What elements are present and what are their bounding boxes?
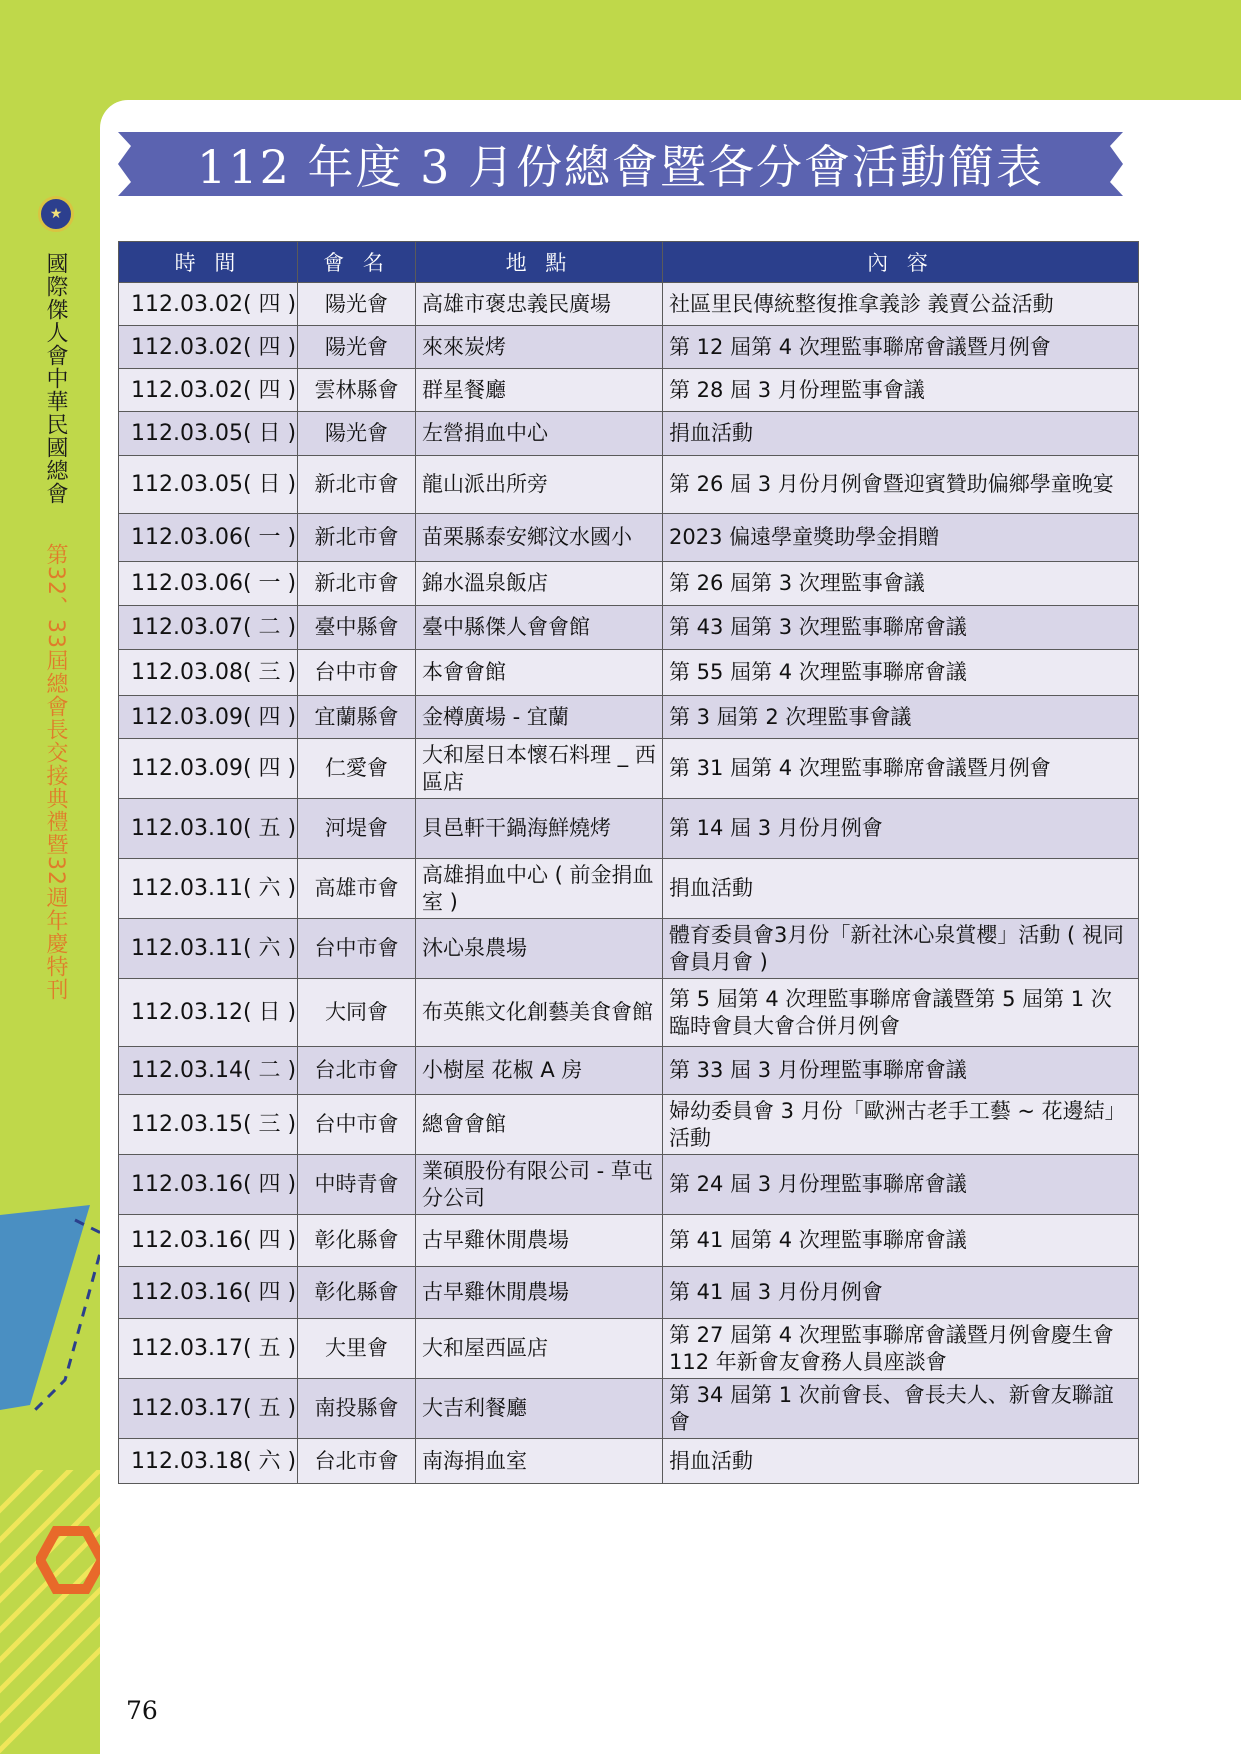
cell-club: 台中市會 [298,919,416,979]
cell-content: 第 55 屆第 4 次理監事聯席會議 [663,650,1139,696]
cell-club: 大同會 [298,979,416,1047]
cell-club: 雲林縣會 [298,369,416,412]
cell-date: 112.03.02( 四 ) [119,369,298,412]
cell-place: 本會會館 [416,650,663,696]
cell-place: 群星餐廳 [416,369,663,412]
cell-place: 布英熊文化創藝美食會館 [416,979,663,1047]
cell-content: 第 12 屆第 4 次理監事聯席會議暨月例會 [663,326,1139,369]
cell-content: 婦幼委員會 3 月份「歐洲古老手工藝 ~ 花邊結」活動 [663,1095,1139,1155]
cell-place: 來來炭烤 [416,326,663,369]
cell-place: 貝邑軒干鍋海鮮燒烤 [416,799,663,859]
header-club: 會 名 [298,242,416,283]
cell-place: 古早雞休閒農場 [416,1267,663,1319]
cell-content: 第 26 屆 3 月份月例會暨迎賓贊助偏鄉學童晚宴 [663,456,1139,514]
cell-content: 第 5 屆第 4 次理監事聯席會議暨第 5 屆第 1 次臨時會員大會合併月例會 [663,979,1139,1047]
vertical-sidebar-text [40,252,70,1001]
table-row [119,326,1139,369]
cell-place: 大和屋西區店 [416,1319,663,1379]
table-row [119,919,1139,979]
cell-date: 112.03.12( 日 ) [119,979,298,1047]
table-row [119,696,1139,739]
page-title: 112 年度 3 月份總會暨各分會活動簡表 [197,140,1044,194]
cell-place: 高雄市褒忠義民廣場 [416,283,663,326]
table-row [119,739,1139,799]
cell-date: 112.03.02( 四 ) [119,326,298,369]
cell-club: 新北市會 [298,456,416,514]
table-header-row [119,242,1139,283]
cell-content: 第 41 屆第 4 次理監事聯席會議 [663,1215,1139,1267]
cell-club: 河堤會 [298,799,416,859]
cell-place: 小樹屋 花椒 A 房 [416,1047,663,1095]
cell-date: 112.03.18( 六 ) [119,1439,298,1484]
cell-date: 112.03.05( 日 ) [119,412,298,456]
cell-place: 金樽廣場 - 宜蘭 [416,696,663,739]
cell-club: 高雄市會 [298,859,416,919]
cell-content: 第 27 屆第 4 次理監事聯席會議暨月例會慶生會 112 年新會友會務人員座談會 [663,1319,1139,1379]
cell-content: 第 31 屆第 4 次理監事聯席會議暨月例會 [663,739,1139,799]
cell-club: 南投縣會 [298,1379,416,1439]
issue-title: 第32、33屆總會長交接典禮暨32週年慶特刊 [43,543,68,1001]
cell-place: 臺中縣傑人會會館 [416,606,663,650]
table-row [119,562,1139,606]
cell-club: 陽光會 [298,283,416,326]
cell-club: 中時青會 [298,1155,416,1215]
cell-club: 仁愛會 [298,739,416,799]
cell-content: 第 28 屆 3 月份理監事會議 [663,369,1139,412]
organization-name: 國際傑人會中華民國總會 [43,252,68,505]
decorative-stripes [0,1470,100,1754]
table-row [119,514,1139,562]
table-row [119,369,1139,412]
cell-club: 台北市會 [298,1439,416,1484]
cell-content: 第 3 屆第 2 次理監事會議 [663,696,1139,739]
cell-club: 台北市會 [298,1047,416,1095]
cell-content: 第 24 屆 3 月份理監事聯席會議 [663,1155,1139,1215]
cell-place: 古早雞休閒農場 [416,1215,663,1267]
table-row [119,412,1139,456]
table-row [119,979,1139,1047]
top-color-band [0,0,1241,100]
table-row [119,283,1139,326]
cell-date: 112.03.11( 六 ) [119,919,298,979]
cell-date: 112.03.17( 五 ) [119,1319,298,1379]
table-row [119,1267,1139,1319]
header-time: 時 間 [119,242,298,283]
cell-place: 苗栗縣泰安鄉汶水國小 [416,514,663,562]
header-content: 內 容 [663,242,1139,283]
cell-content: 2023 偏遠學童獎助學金捐贈 [663,514,1139,562]
table-row [119,859,1139,919]
table-row [119,1215,1139,1267]
jcci-logo-icon: ★ [38,196,74,232]
cell-club: 新北市會 [298,514,416,562]
table-row [119,1439,1139,1484]
table-row [119,1047,1139,1095]
table-row [119,456,1139,514]
table-row [119,799,1139,859]
cell-date: 112.03.15( 三 ) [119,1095,298,1155]
cell-date: 112.03.16( 四 ) [119,1215,298,1267]
cell-place: 左營捐血中心 [416,412,663,456]
cell-place: 龍山派出所旁 [416,456,663,514]
cell-date: 112.03.02( 四 ) [119,283,298,326]
cell-club: 新北市會 [298,562,416,606]
cell-date: 112.03.10( 五 ) [119,799,298,859]
cell-club: 宜蘭縣會 [298,696,416,739]
cell-content: 捐血活動 [663,412,1139,456]
cell-content: 第 14 屆 3 月份月例會 [663,799,1139,859]
cell-place: 總會會館 [416,1095,663,1155]
cell-club: 彰化縣會 [298,1215,416,1267]
cell-date: 112.03.06( 一 ) [119,514,298,562]
cell-content: 第 33 屆 3 月份理監事聯席會議 [663,1047,1139,1095]
table-row [119,1155,1139,1215]
cell-date: 112.03.11( 六 ) [119,859,298,919]
cell-content: 體育委員會3月份「新社沐心泉賞櫻」活動 ( 視同會員月會 ) [663,919,1139,979]
cell-content: 第 34 屆第 1 次前會長、會長夫人、新會友聯誼會 [663,1379,1139,1439]
cell-place: 南海捐血室 [416,1439,663,1484]
cell-club: 台中市會 [298,650,416,696]
table-row [119,606,1139,650]
cell-content: 捐血活動 [663,859,1139,919]
cell-date: 112.03.09( 四 ) [119,696,298,739]
cell-date: 112.03.17( 五 ) [119,1379,298,1439]
cell-date: 112.03.08( 三 ) [119,650,298,696]
cell-club: 台中市會 [298,1095,416,1155]
table-row [119,650,1139,696]
cell-date: 112.03.05( 日 ) [119,456,298,514]
cell-content: 捐血活動 [663,1439,1139,1484]
cell-club: 大里會 [298,1319,416,1379]
cell-place: 業碩股份有限公司 - 草屯分公司 [416,1155,663,1215]
cell-date: 112.03.14( 二 ) [119,1047,298,1095]
cell-content: 社區里民傳統整復推拿義診 義賣公益活動 [663,283,1139,326]
activity-table [118,241,1139,1484]
cell-place: 大和屋日本懷石料理 _ 西區店 [416,739,663,799]
cell-place: 沐心泉農場 [416,919,663,979]
cell-date: 112.03.06( 一 ) [119,562,298,606]
cell-content: 第 41 屆 3 月份月例會 [663,1267,1139,1319]
cell-place: 錦水溫泉飯店 [416,562,663,606]
table-row [119,1379,1139,1439]
cell-content: 第 43 屆第 3 次理監事聯席會議 [663,606,1139,650]
header-place: 地 點 [416,242,663,283]
cell-date: 112.03.07( 二 ) [119,606,298,650]
cell-date: 112.03.09( 四 ) [119,739,298,799]
table-row [119,1095,1139,1155]
table-row [119,1319,1139,1379]
cell-club: 陽光會 [298,412,416,456]
orange-hexagon-icon [36,1525,106,1595]
cell-date: 112.03.16( 四 ) [119,1155,298,1215]
decorative-blue-shape [0,1205,110,1415]
cell-date: 112.03.16( 四 ) [119,1267,298,1319]
cell-place: 大吉利餐廳 [416,1379,663,1439]
cell-club: 彰化縣會 [298,1267,416,1319]
cell-club: 臺中縣會 [298,606,416,650]
cell-place: 高雄捐血中心 ( 前金捐血室 ) [416,859,663,919]
cell-club: 陽光會 [298,326,416,369]
cell-content: 第 26 屆第 3 次理監事會議 [663,562,1139,606]
page-number: 76 [126,1696,158,1725]
